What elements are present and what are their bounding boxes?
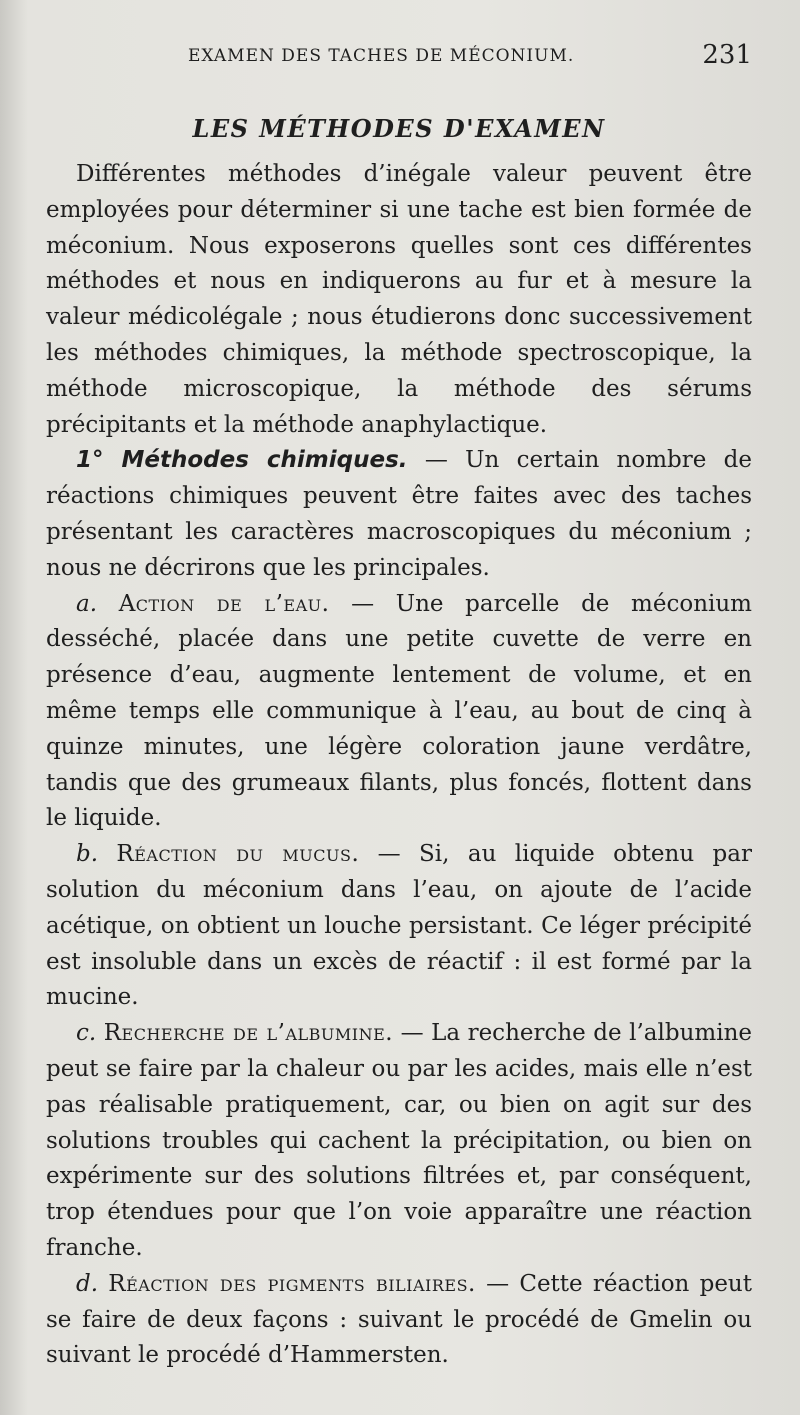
bile-pigments-heading: Réaction des pigments biliaires. xyxy=(108,1270,476,1297)
chemical-methods-heading: 1° Méthodes chimiques. xyxy=(76,447,408,474)
albumin-search-heading: Recherche de l’albumine. xyxy=(103,1020,394,1047)
running-title: EXAMEN DES TACHES DE MÉCONIUM. xyxy=(188,46,575,66)
water-action-paragraph xyxy=(46,587,752,838)
albumin-search-text: — La recherche de l’albumine peut se faire par la chaleur ou par les acides, mais elle n’est pas réalisable pratiquement, car, ou bien on agit sur des solutions troubles qui cachent la précipitation, ou bien on expérimente sur des solutions filtrées et, par conséquent, trop étendues pour que l’on voie apparaître une réaction franche. xyxy=(46,1020,752,1261)
water-action-text: — Une parcelle de méconium desséché, placée dans une petite cuvette de verre en présence d’eau, augmente lentement de volume, et en même temps elle communique à l’eau, au bout de cinq à quinze minutes, une légère coloration jaune verdâtre, tandis que des grumeaux filants, plus foncés, flottent dans le liquide. xyxy=(46,590,752,832)
chemical-methods-text: — Un certain nombre de réactions chimiques peuvent être faites avec des taches présentant les caractères macroscopiques du méconium ; nous ne décrirons que les principales. xyxy=(46,447,752,581)
bile-pigments-letter: d. xyxy=(76,1270,109,1297)
page-header xyxy=(46,38,752,78)
mucus-reaction-paragraph xyxy=(46,837,752,1016)
mucus-reaction-text: — Si, au liquide obtenu par solution du méconium dans l’eau, on ajoute de l’acide acétique, on obtient un louche persistant. Ce léger précipité est insoluble dans un excès de réactif : il est formé par la mucine. xyxy=(46,841,752,1011)
water-action-heading: Action de l’eau. xyxy=(118,590,330,617)
intro-paragraph: Différentes méthodes d’inégale valeur peuvent être employées pour déterminer si une tache est bien formée de méconium. Nous exposerons quelles sont ces différentes méthodes et nous en indiquerons au fur et à mesure la valeur médicolégale ; nous étudierons donc successivement les méthodes chimiques, la méthode spectroscopique, la méthode microscopique, la méthode des sérums précipitants et la méthode anaphylactique. xyxy=(46,161,752,438)
chemical-methods-paragraph xyxy=(46,443,752,586)
page-number: 231 xyxy=(702,40,752,70)
albumin-search-paragraph xyxy=(46,1016,752,1267)
bile-pigments-text: — Cette réaction peut se faire de deux façons : suivant le procédé de Gmelin ou suivant le procédé d’Hammersten. xyxy=(46,1270,752,1369)
water-action-letter: a. xyxy=(76,590,119,617)
mucus-reaction-heading: Réaction du mucus. xyxy=(116,841,360,868)
bile-pigments-paragraph xyxy=(46,1267,752,1374)
section-title: LES MÉTHODES D'EXAMEN xyxy=(192,114,606,143)
mucus-reaction-letter: b. xyxy=(76,841,117,868)
albumin-search-letter: c. xyxy=(76,1020,104,1047)
